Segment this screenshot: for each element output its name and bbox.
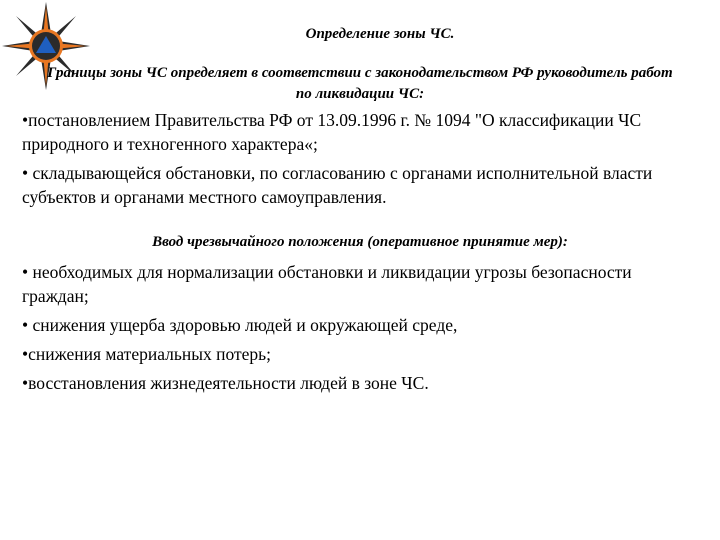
section-subtitle: Ввод чрезвычайного положения (оперативное принятие мер): [152, 234, 568, 250]
list-item: • складывающейся обстановки, по согласованию с органами исполнительной власти субъектов и органами местного самоуправления. [22, 163, 653, 207]
slide-title: Определение зоны ЧС. [305, 26, 455, 42]
list-item: •снижения материальных потерь; [22, 344, 271, 364]
emergency-measures-list [22, 260, 702, 400]
list-item: •постановлением Правительства РФ от 13.09.1996 г. № 1094 "О классификации ЧС природного и техногенного характера«; [22, 110, 642, 154]
list-item: • снижения ущерба здоровью людей и окружающей среде, [22, 315, 458, 335]
zone-criteria-list [22, 108, 702, 214]
intro-paragraph: Границы зоны ЧС определяет в соответствии с законодательством РФ руководитель работ по ликвидации ЧС: [47, 65, 673, 102]
list-item: • необходимых для нормализации обстановки и ликвидации угрозы безопасности граждан; [22, 262, 632, 306]
list-item: •восстановления жизнедеятельности людей в зоне ЧС. [22, 373, 429, 393]
